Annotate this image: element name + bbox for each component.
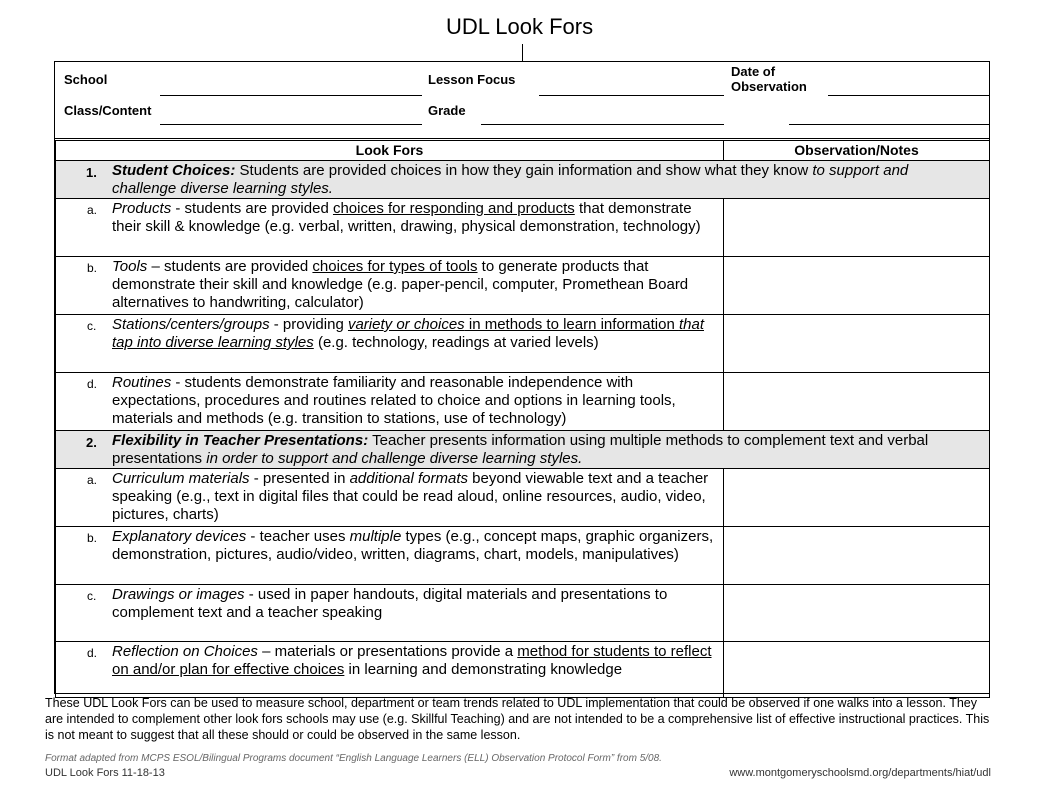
lesson-focus-label: Lesson Focus bbox=[428, 72, 516, 87]
item-term: Curriculum materials bbox=[112, 470, 250, 487]
section-1-cell bbox=[56, 161, 990, 199]
item-italic-text: additional formats bbox=[349, 470, 468, 487]
grade-field-line[interactable] bbox=[481, 124, 724, 125]
item-italic-text: multiple bbox=[349, 528, 402, 545]
item-text: - used in paper handouts, digital materials and presentations to complement text and a teacher speaking bbox=[112, 586, 668, 621]
item-term: Reflection on Choices bbox=[112, 643, 258, 660]
extra-field-line[interactable] bbox=[789, 124, 989, 125]
section-2-cell bbox=[56, 431, 990, 469]
item-underlined-text: choices for responding and products bbox=[332, 200, 575, 217]
observation-notes-cell[interactable] bbox=[724, 585, 990, 642]
section-number: 2. bbox=[86, 435, 97, 450]
item-letter: a. bbox=[87, 473, 98, 487]
item-text: - presented in bbox=[249, 470, 350, 487]
table-row bbox=[56, 373, 990, 431]
observation-notes-cell[interactable] bbox=[724, 527, 990, 585]
document-id: UDL Look Fors 11-18-13 bbox=[45, 767, 165, 779]
item-letter: d. bbox=[87, 646, 98, 660]
item-letter: b. bbox=[87, 261, 98, 275]
section-description-italic: in order to support and challenge diverse learning styles. bbox=[206, 450, 583, 467]
look-for-cell bbox=[56, 527, 724, 585]
table-header-row bbox=[56, 141, 990, 161]
item-text: - students are provided bbox=[171, 200, 333, 217]
date-field-line[interactable] bbox=[828, 95, 989, 96]
school-field-line[interactable] bbox=[160, 95, 422, 96]
class-content-field-line[interactable] bbox=[160, 124, 422, 125]
item-underlined-text: in methods to learn information bbox=[464, 316, 679, 333]
date-label-line2: Observation bbox=[731, 79, 807, 94]
item-term: Products bbox=[112, 200, 172, 217]
class-content-label: Class/Content bbox=[64, 103, 152, 118]
look-for-cell bbox=[56, 585, 724, 642]
item-term: Stations/centers/groups bbox=[112, 316, 270, 333]
item-underlined-italic-text-2: that tap into diverse learning styles bbox=[112, 316, 704, 351]
table-row bbox=[56, 585, 990, 642]
table-row bbox=[56, 527, 990, 585]
look-for-cell bbox=[56, 315, 724, 373]
look-for-cell bbox=[56, 642, 724, 698]
item-text-end: that demonstrate their skill & knowledge (e.g. verbal, written, drawing, physical demonstration, technology) bbox=[112, 200, 701, 235]
section-description: Teacher presents information using multiple methods to complement text and verbal presentations bbox=[112, 432, 929, 467]
item-underlined-text: method for students to reflect on and/or plan for effective choices bbox=[112, 643, 712, 678]
item-text-end: to generate products that demonstrate their skill and knowledge (e.g. paper-pencil, computer, Promethean Board alternatives to handwriting, calculator) bbox=[112, 258, 689, 311]
section-heading-colon: : bbox=[363, 432, 369, 449]
date-label-line1: Date of bbox=[731, 64, 776, 79]
section-row bbox=[56, 431, 990, 469]
school-label: School bbox=[64, 72, 108, 87]
item-underlined-text: choices for types of tools bbox=[312, 258, 478, 275]
look-for-cell bbox=[56, 469, 724, 527]
observation-notes-cell[interactable] bbox=[724, 199, 990, 257]
source-credit: Format adapted from MCPS ESOL/Bilingual Programs document “English Language Learners (ELL) Observation Protocol Form” from 5/08. bbox=[45, 753, 662, 764]
look-for-cell bbox=[56, 199, 724, 257]
item-text-end: beyond viewable text and a teacher speaking (e.g., text in digital files that could be read aloud, online resources, audio, video, pictures, charts) bbox=[112, 470, 709, 523]
section-number: 1. bbox=[86, 165, 97, 180]
grade-label: Grade bbox=[428, 103, 466, 118]
section-heading: Student Choices bbox=[112, 162, 231, 179]
look-fors-column-header: Look Fors bbox=[56, 141, 724, 161]
table-row bbox=[56, 469, 990, 527]
item-letter: c. bbox=[87, 319, 97, 333]
item-text-end: types (e.g., concept maps, graphic organizers, demonstration, pictures, audio/video, written, diagrams, chart, models, manipulatives) bbox=[112, 528, 714, 563]
item-letter: c. bbox=[87, 589, 97, 603]
table-row bbox=[56, 642, 990, 698]
item-letter: a. bbox=[87, 203, 98, 217]
header-separator bbox=[55, 138, 989, 139]
observation-notes-cell[interactable] bbox=[724, 469, 990, 527]
notes-column-header: Observation/Notes bbox=[724, 141, 990, 161]
item-text-end: (e.g. technology, readings at varied levels) bbox=[313, 334, 599, 351]
item-text-end: in learning and demonstrating knowledge bbox=[344, 661, 623, 678]
section-description-italic: to support and challenge diverse learning styles. bbox=[112, 162, 909, 197]
section-description: Students are provided choices in how they gain information and show what they know bbox=[235, 162, 813, 179]
item-letter: b. bbox=[87, 531, 98, 545]
observation-notes-cell[interactable] bbox=[724, 315, 990, 373]
section-heading-colon: : bbox=[230, 162, 236, 179]
table-row bbox=[56, 315, 990, 373]
section-heading: Flexibility in Teacher Presentations bbox=[112, 432, 364, 449]
observation-notes-cell[interactable] bbox=[724, 373, 990, 431]
item-text: – students are provided bbox=[147, 258, 313, 275]
title-divider-tick bbox=[522, 44, 523, 61]
table-row bbox=[56, 257, 990, 315]
observation-notes-cell[interactable] bbox=[724, 257, 990, 315]
observation-notes-cell[interactable] bbox=[724, 642, 990, 698]
look-fors-table bbox=[55, 140, 990, 698]
footer-note: These UDL Look Fors can be used to measure school, department or team trends related to UDL implementation that could be observed if one walks into a lesson. They are intended to complement other look fors schools may use (e.g. Skillful Teaching) and are not intended to be a comprehensive list of effective instructional practices. This is not meant to suggest that all these should or could be observed in the same lesson. bbox=[45, 696, 990, 742]
table-row bbox=[56, 199, 990, 257]
footer-url[interactable]: www.montgomeryschoolsmd.org/departments/hiat/udl bbox=[729, 767, 991, 779]
item-term: Routines bbox=[112, 374, 172, 391]
item-text: – materials or presentations provide a bbox=[257, 643, 518, 660]
item-term: Drawings or images bbox=[112, 586, 245, 603]
section-row bbox=[56, 161, 990, 199]
look-for-cell bbox=[56, 373, 724, 431]
lesson-focus-field-line[interactable] bbox=[539, 95, 724, 96]
look-for-cell bbox=[56, 257, 724, 315]
page-title: UDL Look Fors bbox=[445, 14, 594, 39]
item-underlined-italic-text: variety or choices bbox=[347, 316, 465, 333]
item-text: - teacher uses bbox=[246, 528, 350, 545]
item-term: Explanatory devices bbox=[112, 528, 247, 545]
item-term: Tools bbox=[112, 258, 148, 275]
item-letter: d. bbox=[87, 377, 98, 391]
item-text: - providing bbox=[269, 316, 348, 333]
item-text: - students demonstrate familiarity and reasonable independence with expectations, procedures and routines related to choice and options in learning tools, materials and methods (e.g. transition to stations, use of technology) bbox=[112, 374, 676, 427]
